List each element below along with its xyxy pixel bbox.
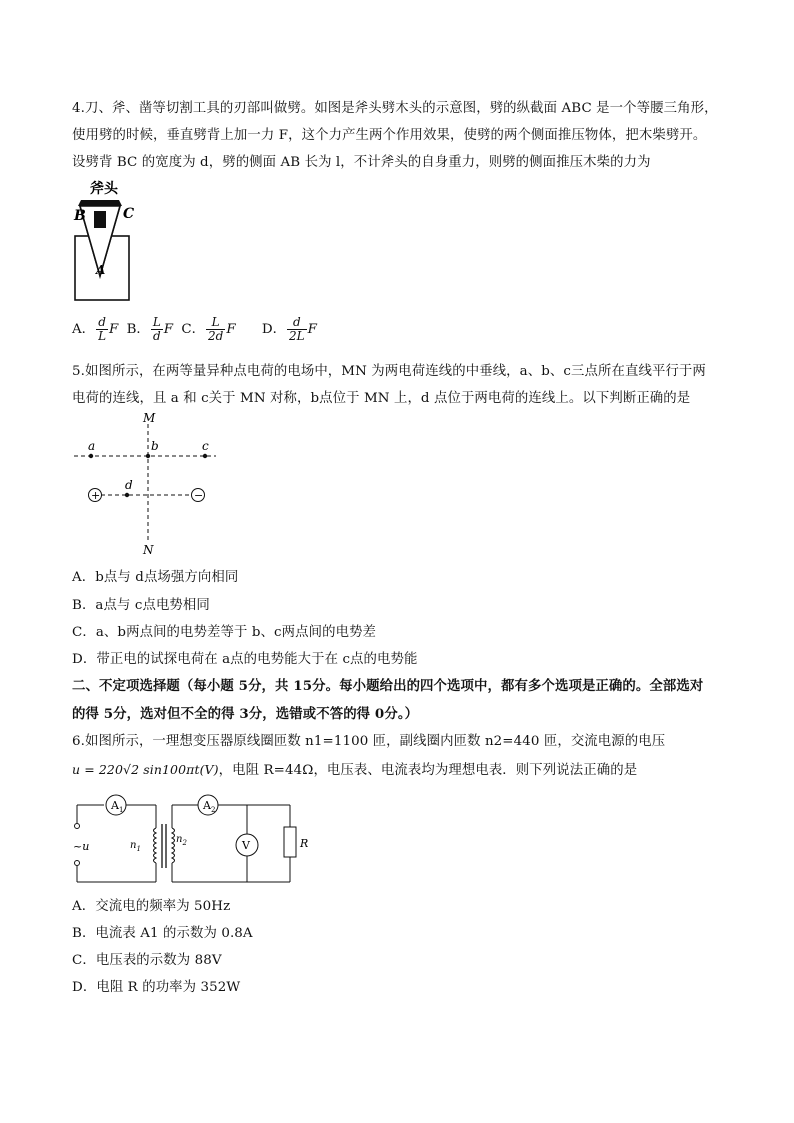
q4-text-line3: 设劈背 BC 的宽度为 d，劈的侧面 AB 长为 l，不计斧头的自身重力，则劈的侧面推压木柴的力为 <box>72 155 651 170</box>
plus-sign: + <box>91 489 101 502</box>
q4-option-a[interactable]: A． $\frac{d}{L}$ F <box>72 315 119 343</box>
axe-title: 斧头 <box>90 181 118 197</box>
transformer-circuit <box>70 790 310 890</box>
q6-option-a[interactable]: A．交流电的频率为 50Hz <box>72 899 231 914</box>
q5-text-line2: 电荷的连线，且 a 和 c关于 MN 对称，b点位于 MN 上，d 点位于两电荷的连线上。以下判断正确的是 <box>72 391 691 406</box>
q5-option-d[interactable]: D．带正电的试探电荷在 a点的电势能大于在 c点的电势能 <box>72 652 418 667</box>
label-a: A <box>96 263 106 277</box>
label-m: M <box>143 411 156 425</box>
charges-diagram <box>70 410 220 558</box>
q4-option-b[interactable]: B． $\frac{L}{d}$ F <box>126 315 174 343</box>
q6-text-line2 <box>72 759 637 778</box>
voltage-formula: u = 220√2 sin100πt(V) <box>72 762 219 777</box>
q6-option-c[interactable]: C．电压表的示数为 88V <box>72 953 222 968</box>
n1-label: $n_1$ <box>130 840 141 853</box>
q5-option-c[interactable]: C．a、b两点间的电势差等于 b、c两点间的电势差 <box>72 625 377 640</box>
resistor-label: R <box>300 837 309 850</box>
q5-option-a[interactable]: A．b点与 d点场强方向相同 <box>72 570 239 585</box>
n2-label: $n_2$ <box>176 834 187 847</box>
q4-option-c[interactable]: C． $\frac{L}{2d}$ F <box>181 315 236 343</box>
q4-text-line1: 4.刀、斧、凿等切割工具的刃部叫做劈。如图是斧头劈木头的示意图，劈的纵截面 ABC 是一个等腰三角形， <box>72 101 718 116</box>
ammeter-a2-label: $A_2$ <box>203 799 216 814</box>
q6-option-d[interactable]: D．电阻 R 的功率为 352W <box>72 980 241 995</box>
q5-option-b[interactable]: B．a点与 c点电势相同 <box>72 598 210 613</box>
minus-sign: − <box>194 489 204 502</box>
voltmeter-label: V <box>242 839 250 852</box>
label-a-point: a <box>88 439 96 453</box>
q6-text-line2-rest: ，电阻 R=44Ω，电压表、电流表均为理想电表．则下列说法正确的是 <box>218 763 638 778</box>
axe-diagram <box>70 178 134 304</box>
label-b-point: b <box>151 439 159 453</box>
section2-heading-line2: 的得 5分，选对但不全的得 3分，选错或不答的得 0分。） <box>72 706 419 722</box>
label-d-point: d <box>125 478 133 492</box>
label-c-point: c <box>202 439 209 453</box>
ammeter-a1-label: $A_1$ <box>111 799 124 814</box>
q6-option-b[interactable]: B．电流表 A1 的示数为 0.8A <box>72 926 253 941</box>
q6-text-line1: 6.如图所示，一理想变压器原线圈匝数 n1=1100 匝，副线圈内匝数 n2=440 匝，交流电源的电压 <box>72 734 666 749</box>
label-n: N <box>143 543 154 557</box>
source-label: ~u <box>73 840 90 853</box>
label-b: B <box>74 208 86 224</box>
q4-option-d[interactable]: D． $\frac{d}{2L}$ F <box>261 315 317 343</box>
q5-text-line1: 5.如图所示，在两等量异种点电荷的电场中，MN 为两电荷连线的中垂线，a、b、c三点所在直线平行于两 <box>72 364 706 379</box>
q4-options <box>72 316 317 343</box>
section2-heading-line1: 二、不定项选择题（每小题 5分，共 15分。每小题给出的四个选项中，都有多个选项是正确的。全部选对 <box>72 678 704 694</box>
q4-text-line2: 使用劈的时候，垂直劈背上加一力 F，这个力产生两个作用效果，使劈的两个侧面推压物体，把木柴劈开。 <box>72 128 707 143</box>
label-c: C <box>123 206 134 222</box>
